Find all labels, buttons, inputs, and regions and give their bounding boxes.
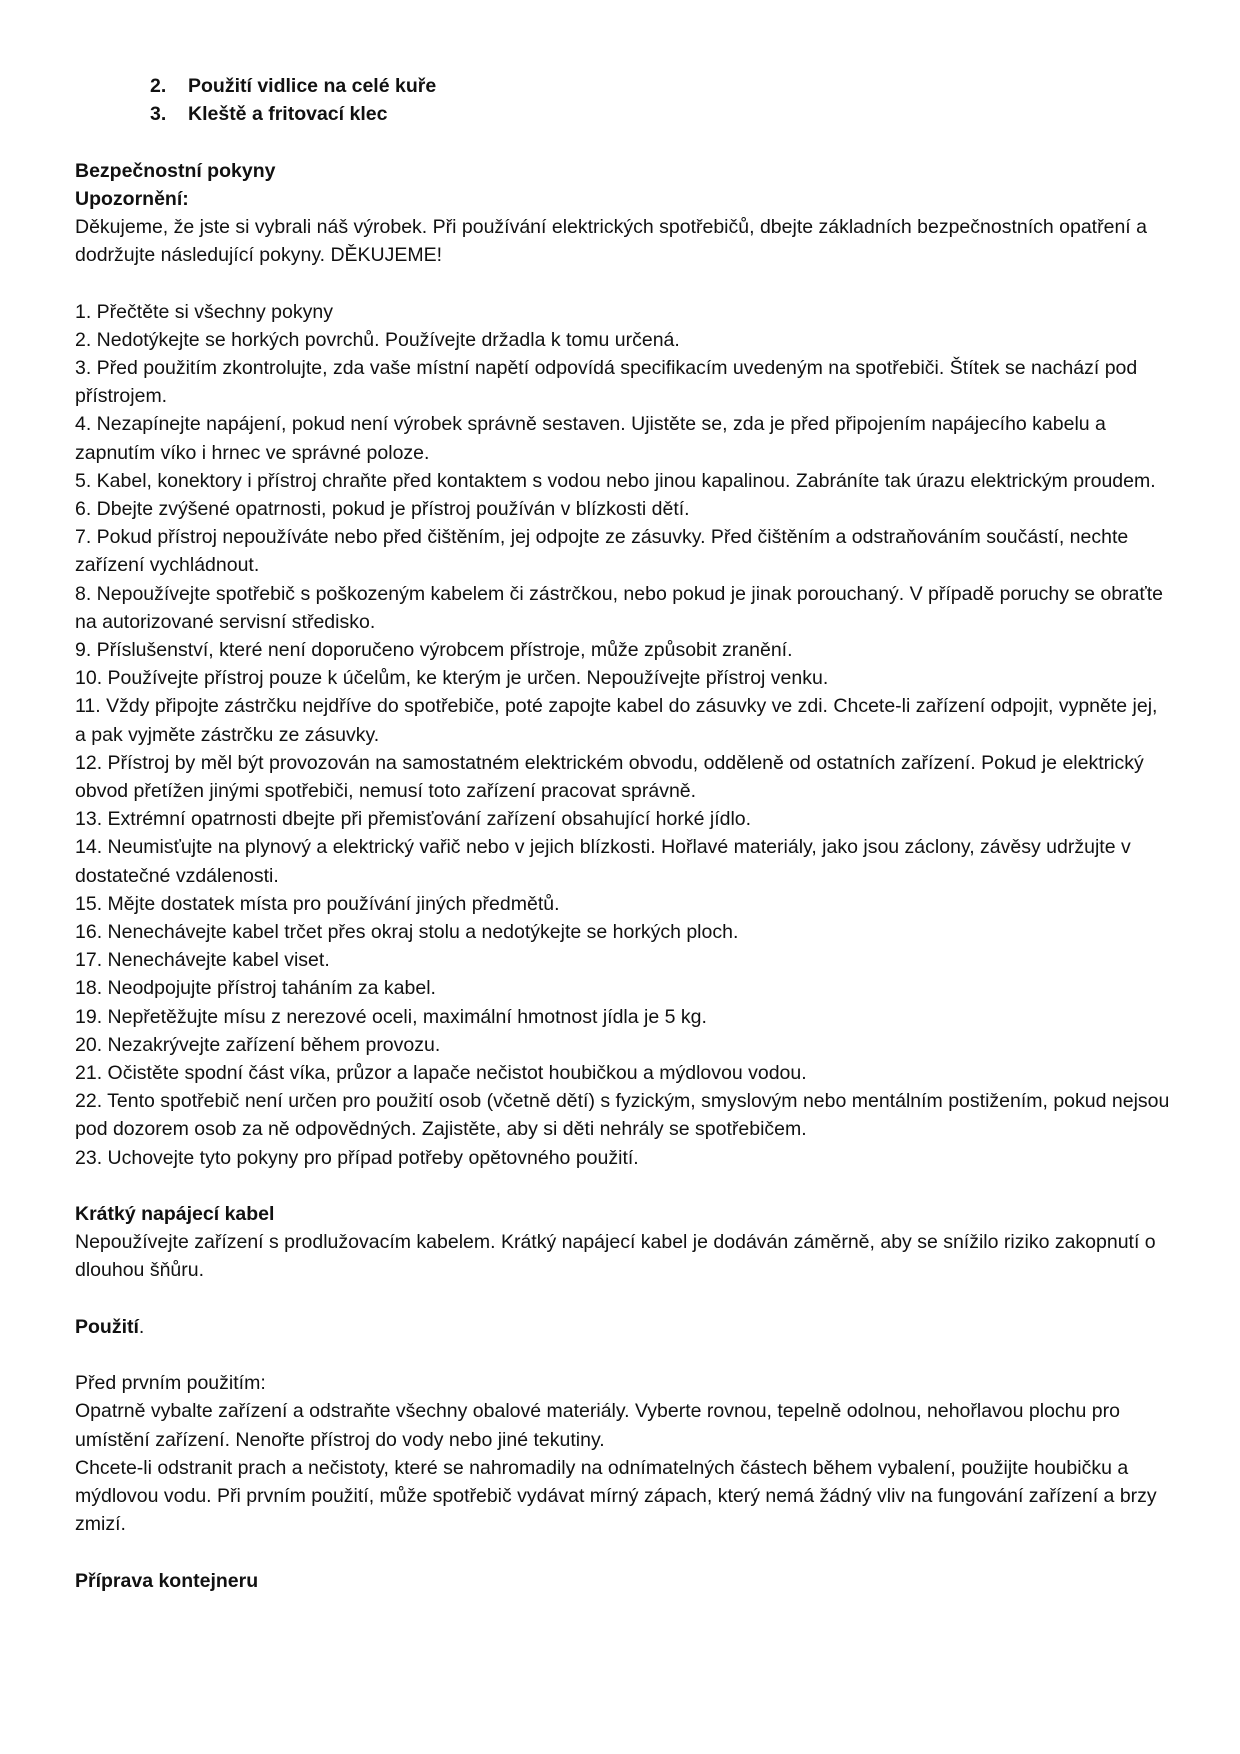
safety-item-15: 15. Mějte dostatek místa pro používání jiných předmětů. bbox=[75, 892, 560, 915]
short-cable-heading: Krátký napájecí kabel bbox=[75, 1203, 275, 1226]
usage-heading: Použití bbox=[75, 1315, 139, 1338]
safety-heading: Bezpečnostní pokyny bbox=[75, 159, 276, 182]
spacer bbox=[75, 1285, 1170, 1313]
safety-item-6: 6. Dbejte zvýšené opatrnosti, pokud je přístroj používán v blízkosti dětí. bbox=[75, 498, 690, 521]
safety-item-11: 11. Vždy připojte zástrčku nejdříve do spotřebiče, poté zapojte kabel do zásuvky ve zdi. Chcete-li zařízení odpojit, vypněte jej, a pak vyjměte zástrčku ze zásuvky. bbox=[75, 695, 1158, 746]
list-item bbox=[75, 100, 1170, 128]
safety-item-13: 13. Extrémní opatrnosti dbejte při přemisťování zařízení obsahující horké jídlo. bbox=[75, 808, 752, 831]
container-heading: Příprava kontejneru bbox=[75, 1569, 259, 1592]
safety-item-14: 14. Neumisťujte na plynový a elektrický vařič nebo v jejich blízkosti. Hořlavé materiály, jako jsou záclony, závěsy udržujte v dostatečné vzdálenosti. bbox=[75, 836, 1131, 887]
safety-item-23: 23. Uchovejte tyto pokyny pro případ potřeby opětovného použití. bbox=[75, 1146, 639, 1169]
safety-item-1: 1. Přečtěte si všechny pokyny bbox=[75, 300, 333, 323]
list-item-number: 3. bbox=[150, 103, 167, 126]
spacer bbox=[75, 1172, 1170, 1200]
document-page bbox=[75, 72, 1170, 1595]
safety-item-19: 19. Nepřetěžujte mísu z nerezové oceli, maximální hmotnost jídla je 5 kg. bbox=[75, 1005, 707, 1028]
list-item-text: Použití vidlice na celé kuře bbox=[188, 75, 437, 97]
safety-item-5: 5. Kabel, konektory i přístroj chraňte před kontaktem s vodou nebo jinou kapalinou. Zabráníte tak úrazu elektrickým proudem. bbox=[75, 469, 1156, 492]
safety-item-4: 4. Nezapínejte napájení, pokud není výrobek správně sestaven. Ujistěte se, zda je před připojením napájecího kabelu a zapnutím víko i hrnec ve správné poloze. bbox=[75, 413, 1106, 464]
safety-item-7: 7. Pokud přístroj nepoužíváte nebo před čištěním, jej odpojte ze zásuvky. Před čištěním a odstraňováním součástí, nechte zařízení vychládnout. bbox=[75, 526, 1129, 577]
safety-item-20: 20. Nezakrývejte zařízení během provozu. bbox=[75, 1033, 441, 1056]
spacer bbox=[75, 1538, 1170, 1566]
safety-item-17: 17. Nenechávejte kabel viset. bbox=[75, 949, 330, 972]
usage-heading-suffix: . bbox=[138, 1315, 145, 1338]
safety-item-22: 22. Tento spotřebič není určen pro použití osob (včetně dětí) s fyzickým, smyslovým nebo mentálním postižením, pokud nejsou pod dozorem osob za ně odpovědných. Zajistěte, aby si děti nehrály se spotřebičem. bbox=[75, 1090, 1170, 1141]
safety-item-18: 18. Neodpojujte přístroj taháním za kabel. bbox=[75, 977, 436, 1000]
usage-heading-line bbox=[75, 1313, 1170, 1341]
safety-item-10: 10. Používejte přístroj pouze k účelům, ke kterým je určen. Nepoužívejte přístroj venku. bbox=[75, 667, 829, 690]
list-item-text: Kleště a fritovací klec bbox=[188, 103, 388, 126]
spacer bbox=[75, 269, 1170, 297]
safety-instructions-list bbox=[75, 298, 1170, 1172]
spacer bbox=[75, 128, 1170, 156]
safety-item-9: 9. Příslušenství, které není doporučeno výrobcem přístroje, může způsobit zranění. bbox=[75, 639, 793, 662]
usage-paragraph-1: Opatrně vybalte zařízení a odstraňte všechny obalové materiály. Vyberte rovnou, tepelně odolnou, nehořlavou plochu pro umístění zařízení. Nenořte přístroj do vody nebo jiné tekutiny. bbox=[75, 1400, 1120, 1451]
safety-item-21: 21. Očistěte spodní část víka, průzor a lapače nečistot houbičkou a mýdlovou vodou. bbox=[75, 1062, 807, 1085]
spacer bbox=[75, 1341, 1170, 1369]
safety-item-8: 8. Nepoužívejte spotřebič s poškozeným kabelem či zástrčkou, nebo pokud je jinak porouchaný. V případě poruchy se obraťte na autorizované servisní středisko. bbox=[75, 582, 1164, 633]
list-item-number: 2. bbox=[150, 75, 167, 97]
list-item bbox=[75, 72, 1170, 100]
usage-paragraph-2: Chcete-li odstranit prach a nečistoty, které se nahromadily na odnímatelných částech během vybalení, použijte houbičku a mýdlovou vodu. Při prvním použití, může spotřebič vydávat mírný zápach, který nemá žádný vliv na fungování zařízení a brzy zmizí. bbox=[75, 1456, 1157, 1536]
short-cable-text: Nepoužívejte zařízení s prodlužovacím kabelem. Krátký napájecí kabel je dodáván záměrně, aby se snížilo riziko zakopnutí o dlouhou šňůru. bbox=[75, 1231, 1156, 1282]
safety-item-16: 16. Nenechávejte kabel trčet přes okraj stolu a nedotýkejte se horkých ploch. bbox=[75, 921, 739, 944]
safety-item-2: 2. Nedotýkejte se horkých povrchů. Používejte držadla k tomu určená. bbox=[75, 328, 680, 351]
safety-item-3: 3. Před použitím zkontrolujte, zda vaše místní napětí odpovídá specifikacím uvedeným na spotřebiči. Štítek se nachází pod přístrojem. bbox=[75, 357, 1138, 408]
safety-item-12: 12. Přístroj by měl být provozován na samostatném elektrickém obvodu, odděleně od ostatních zařízení. Pokud je elektrický obvod přetížen jinými spotřebiči, nemusí toto zařízení pracovat správně. bbox=[75, 751, 1144, 803]
safety-intro: Děkujeme, že jste si vybrali náš výrobek. Při používání elektrických spotřebičů, dbejte základních bezpečnostních opatření a dodržujte následující pokyny. DĚKUJEME! bbox=[75, 216, 1147, 267]
before-first-use-label: Před prvním použitím: bbox=[75, 1372, 266, 1395]
warning-label: Upozornění: bbox=[75, 187, 189, 210]
top-numbered-list bbox=[75, 72, 1170, 128]
